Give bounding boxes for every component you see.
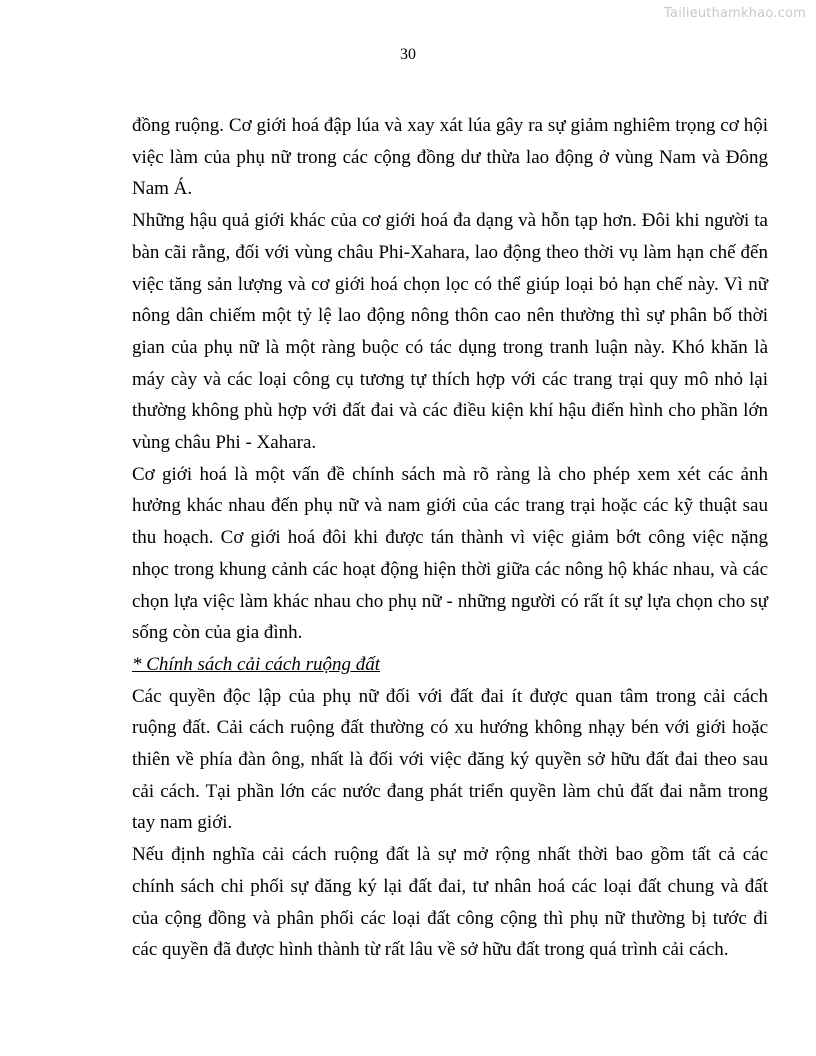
section-heading: * Chính sách cải cách ruộng đất — [132, 653, 381, 675]
paragraph: Các quyền độc lập của phụ nữ đối với đất đai ít được quan tâm trong cải cách ruộng đất. Cải cách ruộng đất thường có xu hướng không nhạy bén với giới hoặc thiên về phía đàn ông, nhất là đối với việc đăng ký quyền sở hữu đất đai theo sau cải cách. Tại phần lớn các nước đang phát triển quyền làm chủ đất đai nằm trong tay nam giới. — [132, 685, 768, 834]
paragraph: đồng ruộng. Cơ giới hoá đập lúa và xay xát lúa gây ra sự giảm nghiêm trọng cơ hội việc làm của phụ nữ trong các cộng đồng dư thừa lao động ở vùng Nam và Đông Nam Á. — [132, 115, 768, 200]
paragraph: Cơ giới hoá là một vấn đề chính sách mà rõ ràng là cho phép xem xét các ảnh hưởng khác nhau đến phụ nữ và nam giới của các trang trại hoặc các kỹ thuật sau thu hoạch. Cơ giới hoá đôi khi được tán thành vì việc giảm bớt công việc nặng nhọc trong khung cảnh các hoạt động hiện thời giữa các nông hộ khác nhau, và các chọn lựa việc làm khác nhau cho phụ nữ - những người có rất ít sự lựa chọn cho sự sống còn của gia đình. — [132, 463, 768, 644]
document-body — [132, 110, 768, 966]
paragraph: Nếu định nghĩa cải cách ruộng đất là sự mở rộng nhất thời bao gồm tất cả các chính sách chi phối sự đăng ký lại đất đai, tư nhân hoá các loại đất chung và đất của cộng đồng và phân phối các loại đất công cộng thì phụ nữ thường bị tước đi các quyền đã được hình thành từ rất lâu về sở hữu đất trong quá trình cải cách. — [132, 844, 768, 961]
page-number: 30 — [400, 46, 416, 63]
paragraph: Những hậu quả giới khác của cơ giới hoá đa dạng và hỗn tạp hơn. Đôi khi người ta bàn cãi rằng, đối với vùng châu Phi-Xahara, lao động theo thời vụ làm hạn chế đến việc tăng sản lượng và cơ giới hoá chọn lọc có thể giúp loại bỏ hạn chế này. Vì nữ nông dân chiếm một tỷ lệ lao động nông thôn cao nên thường thì sự phân bố thời gian của phụ nữ là một ràng buộc có tác dụng trong tranh luận này. Khó khăn là máy cày và các loại công cụ tương tự thích hợp với các trang trại quy mô nhỏ lại thường không phù hợp với đất đai và các điều kiện khí hậu điển hình cho phần lớn vùng châu Phi - Xahara. — [132, 210, 768, 454]
watermark-text: Tailieuthamkhao.com — [664, 6, 806, 21]
